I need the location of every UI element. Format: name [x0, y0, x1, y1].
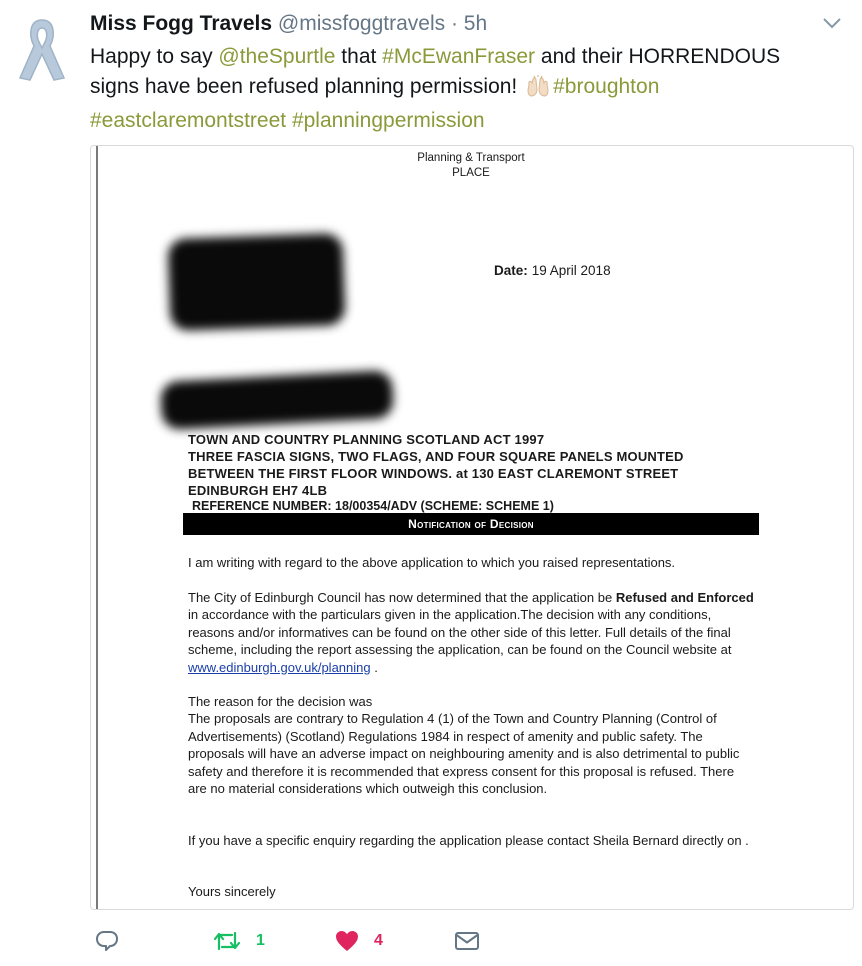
separator-dot: ·: [450, 12, 458, 35]
subject-line: THREE FASCIA SIGNS, TWO FLAGS, AND FOUR SQUARE PANELS MOUNTED: [188, 449, 684, 464]
reply-icon: [94, 928, 120, 954]
like-button[interactable]: [334, 926, 383, 956]
direct-message-button[interactable]: [454, 926, 480, 956]
tweet-header: [90, 12, 487, 36]
tweet-text: [90, 42, 830, 136]
council-website-link: www.edinburgh.gov.uk/planning: [188, 659, 371, 675]
letter-paragraph: If you have a specific enquiry regarding the application please contact Sheila Bernard directly on .: [188, 833, 749, 848]
planning-letter: [91, 146, 853, 909]
date-value: 19 April 2018: [531, 263, 611, 278]
avatar[interactable]: [12, 14, 72, 86]
reason-body: The proposals are contrary to Regulation 4 (1) of the Town and Country Planning (Control of Advertisements) (Scotland) Regulations 1984 in respect of amenity and public safety. The proposals will have an adverse impact on neighbouring amenity and is also detrimental to public safety and therefore it is recommended that express consent for this proposal is refused. There are no material considerations which outweigh this conclusion.: [188, 711, 740, 797]
date-label: Date:: [494, 263, 528, 278]
redacted-address: [167, 233, 345, 331]
letterhead-place: PLACE: [452, 167, 490, 179]
mention-link[interactable]: @theSpurtle: [218, 45, 336, 68]
letter-closing: Yours sincerely: [188, 884, 276, 899]
letter-paragraph: [188, 693, 756, 797]
hashtag-link[interactable]: #broughton: [553, 75, 660, 98]
timestamp[interactable]: 5h: [463, 12, 488, 35]
reference-number: REFERENCE NUMBER: 18/00354/ADV (SCHEME: SCHEME 1): [192, 499, 554, 513]
subject-line: EDINBURGH EH7 4LB: [188, 483, 328, 498]
subject-line: TOWN AND COUNTRY PLANNING SCOTLAND ACT 1997: [188, 432, 545, 447]
awareness-ribbon-icon: [12, 14, 72, 86]
redacted-recipient: [160, 370, 394, 430]
hashtag-link[interactable]: #eastclaremontstreet: [90, 109, 287, 132]
letter-date: [494, 263, 611, 278]
chevron-down-icon: [822, 16, 842, 30]
page-edge: [96, 146, 98, 909]
envelope-icon: [454, 930, 480, 952]
letterhead-department: Planning & Transport: [417, 152, 525, 164]
paragraph-text: in accordance with the particulars given in the application.The decision with any conditions, reasons and/or informatives can be found on the other side of this letter. Full details of the final scheme, including the report assessing the application, can be found on the Council website at: [188, 607, 732, 658]
notification-banner: Notification of Decision: [183, 513, 759, 535]
paragraph-text: The City of Edinburgh Council has now determined that the application be: [188, 590, 616, 605]
retweet-count: 1: [256, 932, 265, 949]
user-handle[interactable]: @missfoggtravels: [277, 12, 446, 35]
attached-image[interactable]: [90, 145, 854, 910]
retweet-button[interactable]: [212, 926, 265, 956]
letter-paragraph: [188, 589, 756, 676]
raised-hands-icon: [525, 75, 551, 106]
retweet-icon: [212, 929, 242, 953]
paragraph-text: .: [370, 659, 378, 675]
hashtag-link[interactable]: #planningpermission: [291, 109, 485, 132]
heart-icon: [334, 929, 360, 953]
tweet-text-segment: and their HORRENDOUS signs have been refused planning permission!: [90, 45, 781, 98]
letter-subject: [188, 431, 684, 499]
like-count: 4: [374, 932, 383, 949]
display-name[interactable]: Miss Fogg Travels: [90, 12, 273, 35]
hashtag-link[interactable]: #McEwanFraser: [382, 45, 536, 68]
reply-button[interactable]: [94, 926, 120, 956]
tweet-actions: [0, 926, 862, 956]
tweet-text-segment: Happy to say: [90, 45, 219, 68]
decision-text: Refused and Enforced: [615, 590, 754, 605]
tweet-text-segment: that: [335, 45, 383, 68]
subject-line: BETWEEN THE FIRST FLOOR WINDOWS. at 130 EAST CLAREMONT STREET: [188, 466, 679, 481]
reason-heading: The reason for the decision was: [188, 694, 373, 709]
tweet-menu-button[interactable]: [822, 16, 842, 30]
letterhead: [341, 151, 601, 181]
letter-paragraph: I am writing with regard to the above application to which you raised representations.: [188, 555, 676, 570]
